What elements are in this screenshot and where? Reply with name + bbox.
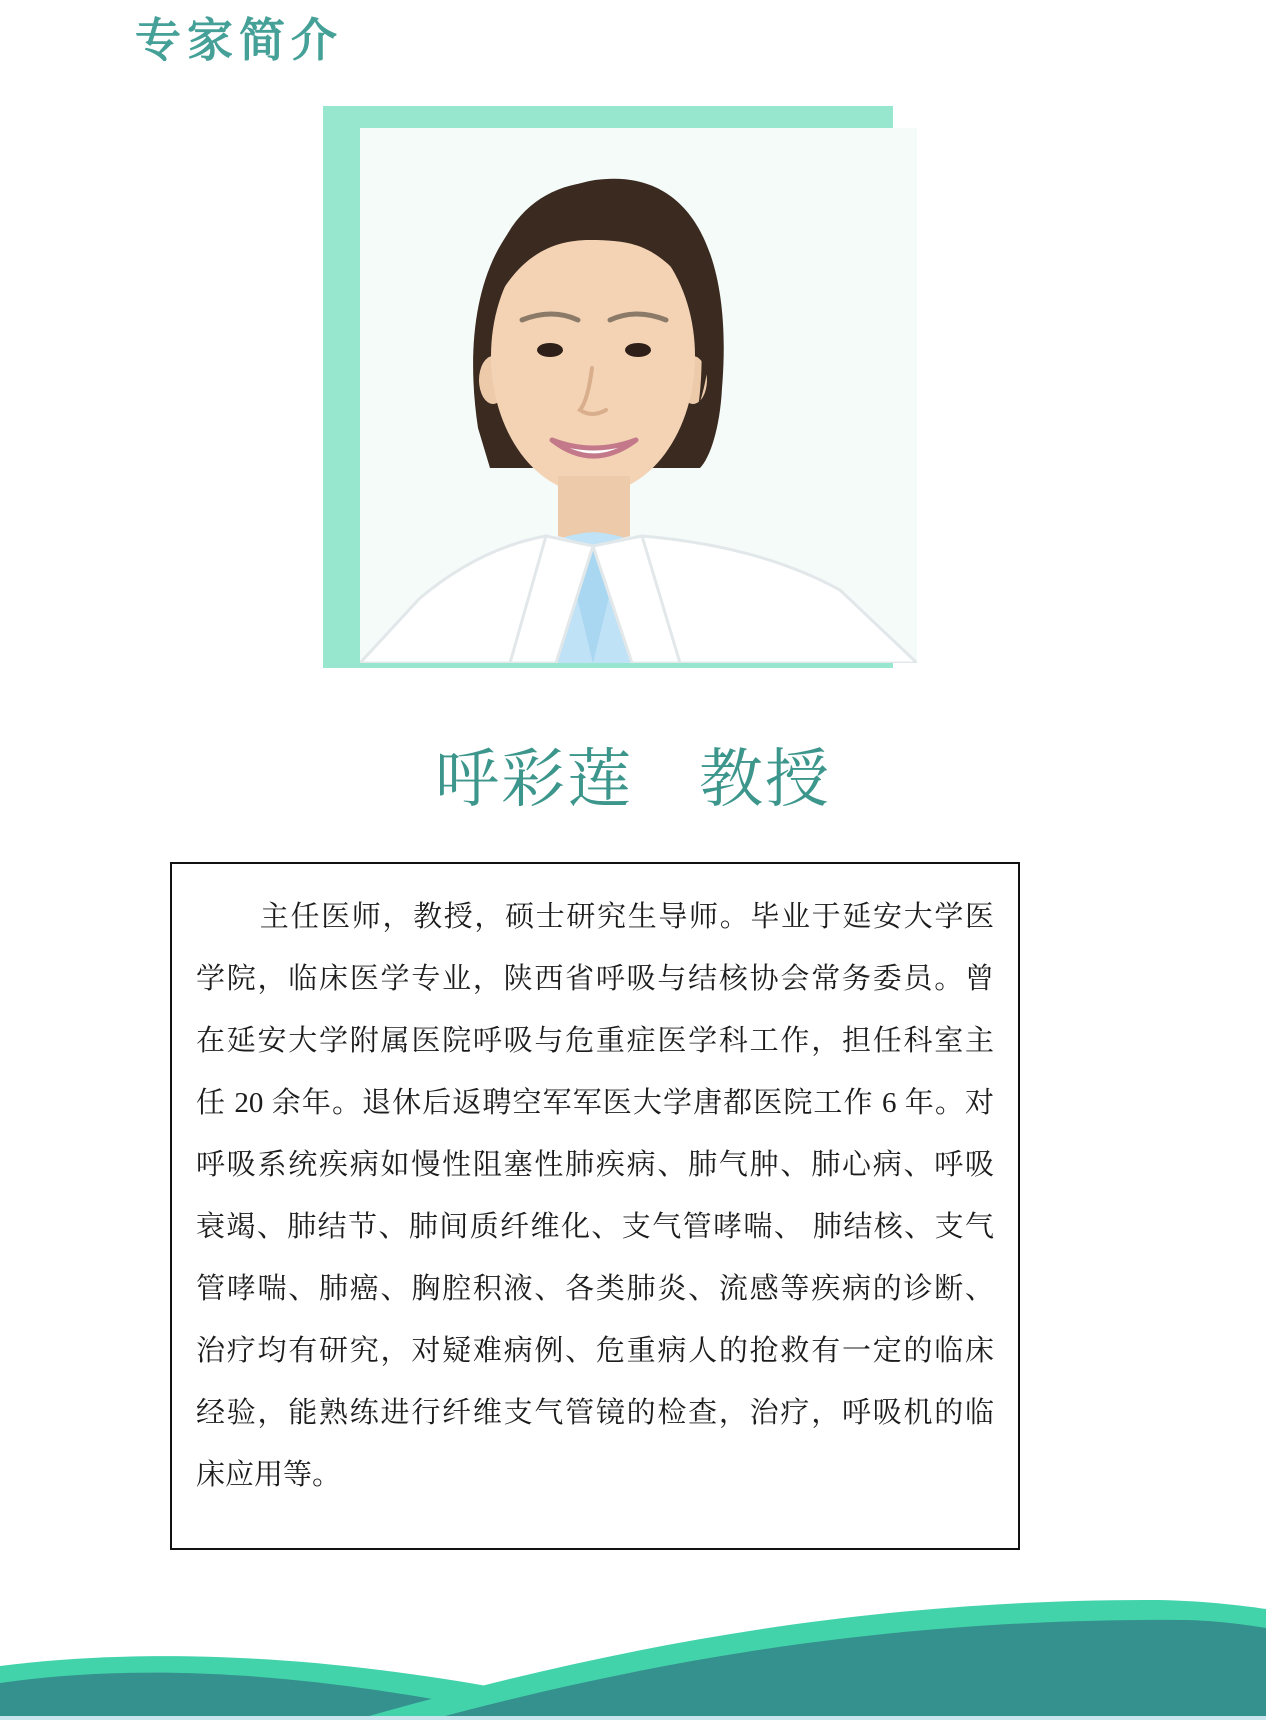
- bio-text-box: [170, 862, 1020, 1550]
- wave-decoration: [0, 1550, 1266, 1720]
- bio-line: 主任医师，教授，硕士研究生导师。毕业于延安大学医: [259, 901, 994, 933]
- bio-line: 经验，能熟练进行纤维支气管镜的检查，治疗，呼吸机的临: [196, 1397, 994, 1429]
- bio-line: 床应用等。: [196, 1459, 342, 1491]
- bio-line: 在延安大学附属医院呼吸与危重症医学科工作，担任科室主: [196, 1025, 994, 1057]
- expert-name: 呼彩莲 教授: [435, 744, 831, 815]
- page-title: 专家简介: [135, 14, 343, 66]
- bio-line: 治疗均有研究，对疑难病例、危重病人的抢救有一定的临床: [196, 1335, 994, 1367]
- bio-line: 管哮喘、肺癌、胸腔积液、各类肺炎、流感等疾病的诊断、: [196, 1273, 994, 1305]
- bio-line: 任 20 余年。退休后返聘空军军医大学唐都医院工作 6 年。对: [196, 1087, 994, 1119]
- bio-line: 衰竭、肺结节、肺间质纤维化、支气管哮喘、 肺结核、支气: [196, 1211, 994, 1243]
- bio-line: 学院，临床医学专业，陕西省呼吸与结核协会常务委员。曾: [196, 963, 994, 995]
- bio-line: 呼吸系统疾病如慢性阻塞性肺疾病、肺气肿、肺心病、呼吸: [196, 1149, 994, 1181]
- doctor-portrait-illustration: [360, 128, 917, 663]
- doctor-portrait-photo: [360, 128, 917, 663]
